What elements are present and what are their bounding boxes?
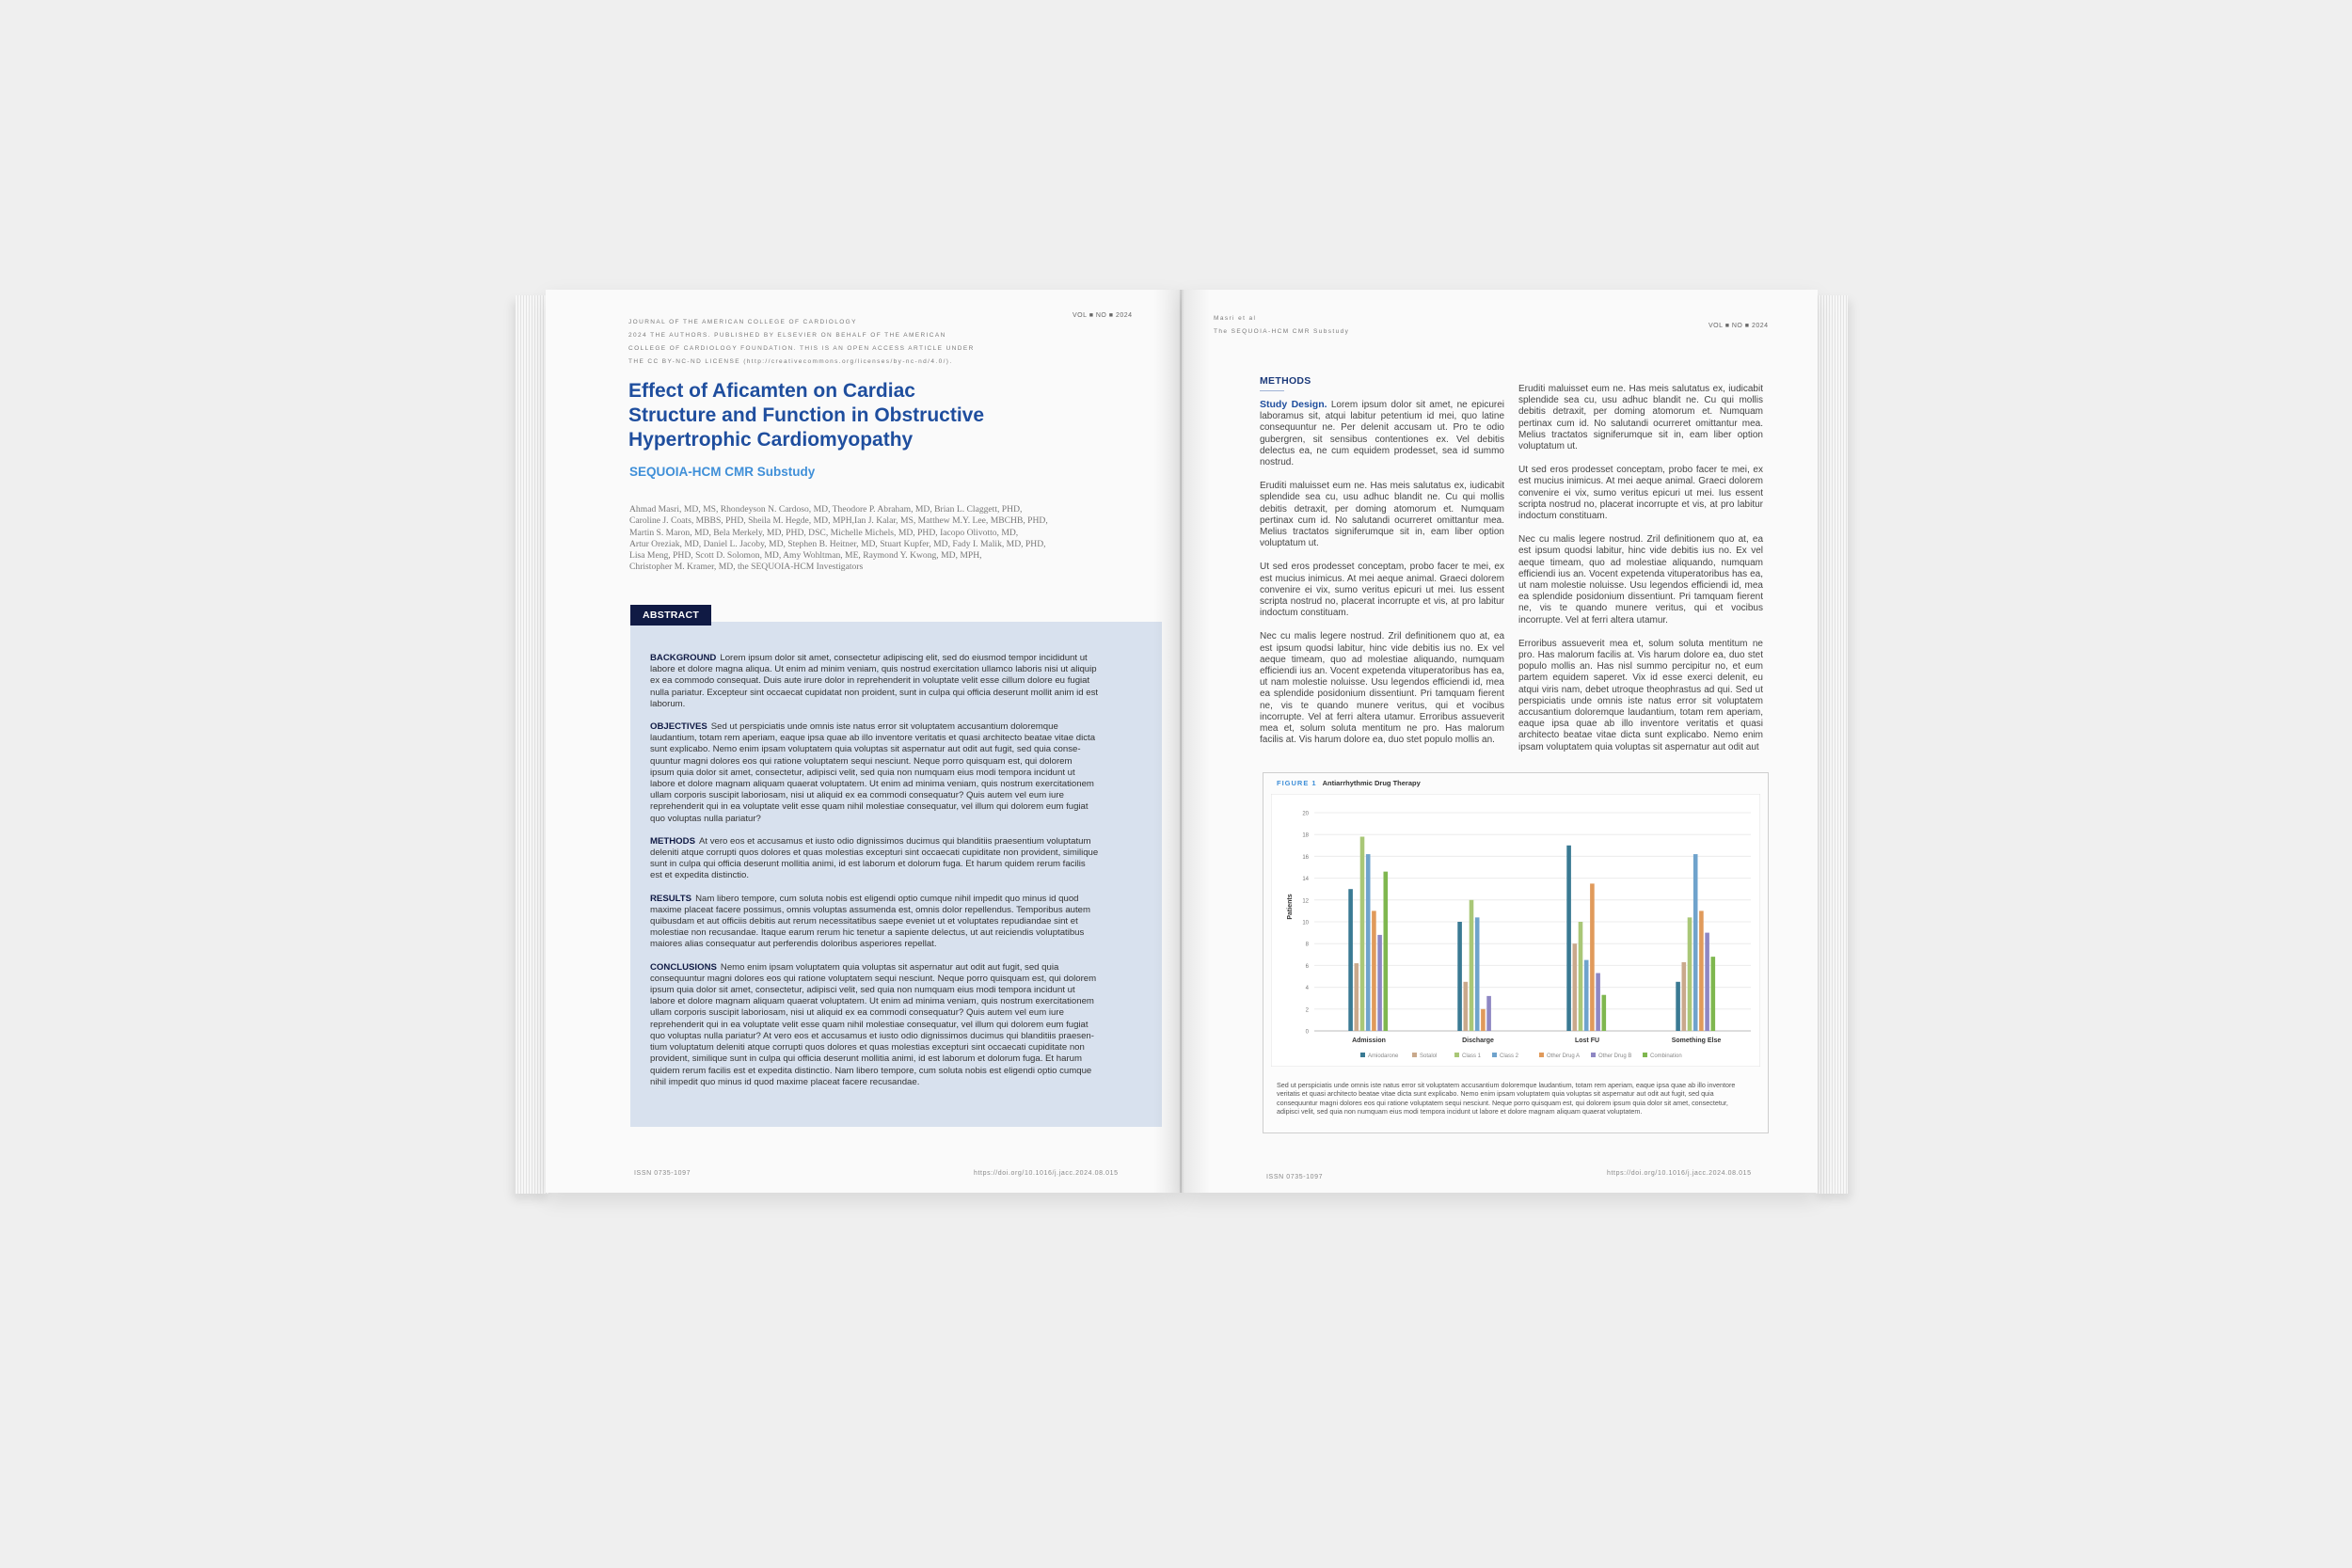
abstract-line: At vero eos et accusamus et iusto odio dignissimos ducimus qui blanditiis praesentium voluptatum xyxy=(698,835,1091,847)
abstract-line: laborum. xyxy=(650,698,686,709)
bar xyxy=(1602,995,1607,1031)
y-tick-label: 16 xyxy=(1302,854,1309,861)
figure-label xyxy=(1277,779,1421,787)
abstract-background xyxy=(650,653,1139,710)
bar xyxy=(1464,982,1469,1031)
bar xyxy=(1711,957,1716,1031)
left-footer-doi: https://doi.org/10.1016/j.jacc.2024.08.015 xyxy=(974,1170,1119,1177)
abstract-line: provident, similique sunt in culpa qui officia deserunt mollitia animi, id est laborum et dolorum fuga. Et harum xyxy=(650,1053,1082,1065)
volume-label: VOL ■ NO ■ 2024 xyxy=(1073,312,1133,319)
paragraph: Eruditi maluisset eum ne. Has meis salutatus ex, iudicabit splendide sea cu, usu adhuc blandit ne. Cu qui mollis debitis detraxit, per doming atomorum et. Numquam pertinax cum id. No salutandi ocurreret omittantur mea. Melius tractatos signiferumque sit in, eam liber option voluptatum ut. xyxy=(1518,384,1763,452)
legend-swatch xyxy=(1591,1053,1596,1057)
x-tick-label: Admission xyxy=(1352,1037,1386,1044)
left-page-stack xyxy=(516,295,549,1194)
bar xyxy=(1682,962,1687,1031)
abstract-line: consequuntur magni dolores eos qui ratione voluptatem sequi nesciunt. Neque porro quisquam est, qui dolorem xyxy=(650,973,1097,984)
volume-label: VOL ■ NO ■ 2024 xyxy=(1708,323,1769,329)
bar xyxy=(1693,854,1698,1031)
bar xyxy=(1457,922,1462,1031)
caption-line: adipisci velit, sed quia non numquam eius modi tempora incidunt ut labore et dolore magnam aliquam quaerat voluptatem. xyxy=(1277,1107,1643,1117)
running-head-line: The SEQUOIA-HCM CMR Substudy xyxy=(1214,328,1350,335)
bar xyxy=(1676,982,1680,1031)
abstract-results xyxy=(650,894,1139,951)
author-line: Martin S. Maron, MD, Bela Merkely, MD, PHD, DSC, Michelle Michels, MD, PHD, Iacopo Olivotto, MD, xyxy=(629,527,1019,538)
bar xyxy=(1590,883,1595,1031)
y-tick-label: 12 xyxy=(1302,898,1309,905)
abstract-line: quo voluptas nulla pariatur? At vero eos et accusamus et iusto odio dignissimos ducimus qui blanditiis praesen- xyxy=(650,1030,1094,1041)
heading-rule xyxy=(1260,390,1284,391)
bar xyxy=(1470,900,1474,1031)
x-tick-label: Lost FU xyxy=(1574,1037,1600,1044)
journal-header xyxy=(628,316,975,369)
abstract-line: tium voluptatum deleniti atque corrupti quos dolores et quas molestias excepturi sint occaecati cupiditate non xyxy=(650,1042,1085,1053)
abstract-line: quo voluptas nulla pariatur? xyxy=(650,813,761,824)
paragraph xyxy=(1260,399,1504,468)
title-line: Hypertrophic Cardiomyopathy xyxy=(628,429,914,451)
bar xyxy=(1486,996,1491,1031)
x-tick-label: Something Else xyxy=(1671,1037,1722,1044)
left-page xyxy=(546,290,1180,1193)
y-tick-label: 10 xyxy=(1302,920,1309,927)
abstract-line: ullam corporis suscipit laboriosam, nisi ut aliquid ex ea commodi consequatur? Quis autem vel eum iure xyxy=(650,1007,1064,1019)
bar-chart xyxy=(1271,794,1760,1067)
right-footer-doi: https://doi.org/10.1016/j.jacc.2024.08.015 xyxy=(1607,1170,1752,1177)
caption-line: veritatis et quasi architecto beatae vitae dicta sunt explicabo. Nemo enim ipsam voluptatem quia voluptas sit aspernatur aut odit aut fugit, sed quia xyxy=(1277,1089,1714,1099)
paragraph: Eruditi maluisset eum ne. Has meis salutatus ex, iudicabit splendide sea cu, usu adhuc blandit ne. Cu qui mollis debitis detraxit, per doming atomorum et. Numquam pertinax cum id. No salutandi ocurreret omittantur mea. Melius tractatos signiferumque sit in, eam liber option voluptatum ut. xyxy=(1260,481,1504,549)
abstract-methods xyxy=(650,836,1139,882)
abstract-line: maxime placeat facere possimus, omnis voluptas assumenda est, omnis dolor repellendus. Temporibus autem xyxy=(650,904,1091,915)
paragraph-text: Lorem ipsum dolor sit amet, ne epicurei laboramus sit, atqui labitur petentium id mei, quo latine consequuntur ne. Per delenit accusam ut. Pro te odio gubergren, sit sensibus contentiones ex. Vel debitis delectus ea, ne cum equidem prodesset, sea id summo nostrud. xyxy=(1260,400,1504,468)
paragraph: Nec cu malis legere nostrud. Zril definitionem quo at, ea est ipsum quodsi labitur, hinc vide debitis ius no. Ex vel aeque timeam, quo ad molestiae aliquando, numquam efficiendi ius an. Vocent expetenda vituperatoribus has ea, ut nam molestie noluisse. Usu legendos efficiendi id, mea ea splendide posidonium dissentiunt. Pri tamquam fierent ne, vis te quando munere veritus, qui et vocibus incorrupte. Vel at ferri altera utamur. xyxy=(1518,534,1763,626)
abstract-line: Nam libero tempore, cum soluta nobis est eligendi optio cumque nihil impedit quo minus id quod xyxy=(695,893,1079,904)
bar xyxy=(1699,911,1704,1031)
y-tick-label: 14 xyxy=(1302,877,1309,883)
right-page xyxy=(1182,290,1818,1193)
y-tick-label: 8 xyxy=(1305,942,1309,948)
y-tick-label: 6 xyxy=(1305,963,1309,970)
bar xyxy=(1573,943,1578,1031)
bar xyxy=(1566,846,1571,1031)
legend-label: Sotalol xyxy=(1420,1053,1438,1059)
figure-box xyxy=(1263,772,1769,1133)
right-footer-issn: ISSN 0735-1097 xyxy=(1266,1174,1324,1180)
abstract-line: deleniti atque corrupti quos dolores et quas molestias excepturi sint occaecati cupiditate non provident, similique xyxy=(650,847,1099,859)
legend-swatch xyxy=(1360,1053,1365,1057)
legend-swatch xyxy=(1412,1053,1417,1057)
legend-label: Combination xyxy=(1650,1053,1682,1059)
bar xyxy=(1348,889,1353,1031)
abstract-line: ipsum quia dolor sit amet, consectetur, adipisci velit, sed quia non numquam eius modi tempora incidunt ut xyxy=(650,767,1075,778)
legend-swatch xyxy=(1454,1053,1459,1057)
paragraph: Erroribus assueverit mea et, solum soluta mentitum ne pro. Has malorum facilis at. Vis harum dolore ea, duo stet populo mollis an. Has nisl summo percipitur no, et eum partem equidem saperet. Vix id esse exerci delenit, eu atqui viris nam, debet utroque theophrastus ad qui. Sed ut perspiciatis unde omnis iste natus error sit voluptatem accusantium doloremque laudantium, totam rem aperiam, eaque ipsa quae ab illo inventore veritatis et quasi architecto beatae vitae dicta sunt explicabo. Nemo enim ipsam voluptatem quia voluptas sit aspernatur aut odit aut xyxy=(1518,638,1763,752)
section-heading: METHODS xyxy=(650,835,695,847)
abstract-objectives xyxy=(650,721,1139,825)
legend-swatch xyxy=(1539,1053,1544,1057)
abstract-body xyxy=(650,653,1139,1088)
title-line: Effect of Aficamten on Cardiac xyxy=(628,380,915,402)
bar xyxy=(1360,837,1365,1031)
bar xyxy=(1579,922,1583,1031)
right-page-stack xyxy=(1816,295,1848,1194)
section-heading: CONCLUSIONS xyxy=(650,961,717,973)
bar xyxy=(1355,963,1359,1031)
legend-label: Amiodarone xyxy=(1368,1053,1399,1059)
caption-line: Sed ut perspiciatis unde omnis iste natus error sit voluptatem accusantium doloremque laudantium, totam rem aperiam, eaque ipsa quae ab illo inventore xyxy=(1277,1081,1736,1089)
abstract-line: Lorem ipsum dolor sit amet, consectetur adipiscing elit, sed do eiusmod tempor incididunt ut xyxy=(720,653,1088,663)
section-heading: RESULTS xyxy=(650,893,692,904)
journal-line: COLLEGE OF CARDIOLOGY FOUNDATION. THIS IS AN OPEN ACCESS ARTICLE UNDER xyxy=(628,345,975,352)
abstract-conclusions xyxy=(650,962,1139,1088)
author-list xyxy=(629,504,1156,574)
paragraph: Ut sed eros prodesset conceptam, probo facer te mei, ex est mucius inimicus. At mei aeque animal. Graeci dolorem convenire ei vix, sumo veritus epicuri ut mei. Ius essent scripta nostrud no, placerat incorrupte et vis, at pro labitur indoctum constituam. xyxy=(1260,562,1504,619)
methods-column-right xyxy=(1518,384,1763,766)
bar xyxy=(1475,917,1480,1031)
abstract-line: reprehenderit qui in ea voluptate velit esse quam nihil molestiae consequatur, vel illum qui dolorem eum fugiat xyxy=(650,1019,1089,1030)
y-tick-label: 0 xyxy=(1305,1029,1309,1036)
bar xyxy=(1688,917,1692,1031)
abstract-line: labore et dolore magnam aliquam quaerat voluptatem. Ut enim ad minima veniam, quis nostrum exercitationem xyxy=(650,996,1094,1007)
abstract-line: quuntur magni dolores eos qui ratione voluptatem sequi nesciunt. Neque porro quisquam est, qui dolorem xyxy=(650,755,1073,767)
abstract-line: laudantium, totam rem aperiam, eaque ipsa quae ab illo inventore veritatis et quasi architecto beatae vitae dicta xyxy=(650,733,1096,744)
y-axis-label: Patients xyxy=(1287,894,1294,920)
journal-line: 2024 THE AUTHORS. PUBLISHED BY ELSEVIER ON BEHALF OF THE AMERICAN xyxy=(628,332,946,339)
paragraph: Nec cu malis legere nostrud. Zril definitionem quo at, ea est ipsum quodsi labitur, hinc vide debitis ius no. Ex vel aeque timeam, quo ad molestiae aliquando, numquam efficiendi ius an. Vocent expetenda vituperatoribus has ea, ut nam molestie noluisse. Usu legendos efficiendi id, mea ea splendide posidonium dissentiunt. Pri tamquam fierent ne, vis te quando munere veritus, qui et vocibus incorrupte. Vel at ferri altera utamur. Erroribus assueverit mea et, solum soluta mentitum ne pro. Has malorum facilis at. Vis harum dolore ea, duo stet populo mollis an. xyxy=(1260,631,1504,746)
running-head-line: Masri et al xyxy=(1214,315,1257,322)
abstract-line: Sed ut perspiciatis unde omnis iste natus error sit voluptatem accusantium doloremque xyxy=(710,721,1058,733)
y-tick-label: 2 xyxy=(1305,1007,1309,1014)
abstract-line: reprehenderit qui in ea voluptate velit esse quam nihil molestiae consequatur, vel illum qui dolorem eum fugiat xyxy=(650,801,1089,813)
abstract-line: Nemo enim ipsam voluptatem quia voluptas sit aspernatur aut odit aut fugit, sed quia xyxy=(720,961,1059,973)
bar xyxy=(1384,872,1389,1031)
methods-column-left xyxy=(1260,399,1504,758)
bar xyxy=(1705,933,1709,1031)
abstract-line: labore et dolore magnam aliquam quaerat voluptatem. Ut enim ad minima veniam, quis nostrum exercitationem xyxy=(650,779,1094,790)
bar xyxy=(1377,935,1382,1031)
article-title xyxy=(628,379,1118,452)
bar xyxy=(1372,911,1376,1031)
bar xyxy=(1596,974,1600,1031)
legend-label: Class 2 xyxy=(1500,1053,1519,1059)
abstract-line: sunt explicabo. Nemo enim ipsam voluptatem quia voluptas sit aspernatur aut odit aut fugit, sed quia conse- xyxy=(650,744,1081,755)
legend-label: Class 1 xyxy=(1462,1053,1482,1059)
abstract-line: labore et dolore magna aliqua. Ut enim ad minim veniam, quis nostrud exercitation ullamco laboris nisi ut aliquip xyxy=(650,664,1097,675)
author-line: Ahmad Masri, MD, MS, Rhondeyson N. Cardoso, MD, Theodore P. Abraham, MD, Brian L. Claggett, PHD, xyxy=(629,504,1023,515)
caption-line: consequuntur magni dolores eos qui ratione voluptatem sequi nesciunt. Neque porro quisquam est, qui dolorem ipsum quia dolor sit amet, consectetur, xyxy=(1277,1098,1728,1107)
legend-label: Other Drug B xyxy=(1598,1053,1632,1059)
abstract-line: maiores alias consequatur aut perferendis doloribus asperiores repellat. xyxy=(650,939,937,950)
section-heading: BACKGROUND xyxy=(650,653,717,663)
abstract-line: ex ea commodo consequat. Duis aute irure dolor in reprehenderit in voluptate velit esse cillum dolore eu fugiat xyxy=(650,675,1090,687)
running-head xyxy=(1214,312,1349,339)
y-tick-label: 4 xyxy=(1305,986,1309,992)
abstract-line: sunt in culpa qui officia deserunt mollitia animi, id est laborum et dolorum fuga. Et harum quidem rerum facilis xyxy=(650,859,1086,870)
figure-caption xyxy=(1277,1081,1756,1117)
author-line: Artur Oreziak, MD, Daniel L. Jacoby, MD, Stephen B. Heitner, MD, Stuart Kupfer, MD, Fady I. Malik, MD, PHD, xyxy=(629,538,1046,549)
abstract-line: ullam corporis suscipit laboriosam, nisi ut aliquid ex ea commodi consequatur? Quis autem vel eum iure xyxy=(650,790,1064,801)
bar xyxy=(1366,854,1371,1031)
abstract-badge: ABSTRACT xyxy=(630,605,711,626)
abstract-line: molestiae non recusandae. Itaque earum rerum hic tenetur a sapiente delectus, ut aut reiciendis voluptatibus xyxy=(650,927,1085,939)
section-heading: OBJECTIVES xyxy=(650,721,707,733)
left-footer-issn: ISSN 0735-1097 xyxy=(634,1170,691,1177)
figure-number: FIGURE 1 xyxy=(1277,779,1317,787)
legend-label: Other Drug A xyxy=(1547,1053,1581,1059)
journal-line: JOURNAL OF THE AMERICAN COLLEGE OF CARDIOLOGY xyxy=(628,319,857,325)
bar xyxy=(1584,960,1589,1031)
abstract-line: ipsum quia dolor sit amet, consectetur, adipisci velit, sed quia non numquam eius modi tempora incidunt ut xyxy=(650,985,1075,996)
y-tick-label: 18 xyxy=(1302,832,1309,839)
abstract-line: quidem rerum facilis est et expedita distinctio. Nam libero tempore, cum soluta nobis est eligendi optio cumque xyxy=(650,1065,1092,1076)
journal-line: THE CC BY-NC-ND LICENSE (http://creativecommons.org/licenses/by-nc-nd/4.0/). xyxy=(628,358,953,365)
figure-title: Antiarrhythmic Drug Therapy xyxy=(1322,779,1421,787)
author-line: Christopher M. Kramer, MD, the SEQUOIA-HCM Investigators xyxy=(629,562,864,573)
title-line: Structure and Function in Obstructive xyxy=(628,404,985,426)
legend-swatch xyxy=(1643,1053,1647,1057)
study-design-label: Study Design. xyxy=(1260,399,1327,410)
x-tick-label: Discharge xyxy=(1462,1037,1494,1044)
bar xyxy=(1481,1009,1486,1031)
article-subtitle: SEQUOIA-HCM CMR Substudy xyxy=(629,465,816,479)
methods-heading: METHODS xyxy=(1260,375,1311,387)
y-tick-label: 20 xyxy=(1302,811,1309,817)
legend-swatch xyxy=(1492,1053,1497,1057)
paragraph: Ut sed eros prodesset conceptam, probo facer te mei, ex est mucius inimicus. At mei aeque animal. Graeci dolorem convenire ei vix, sumo veritus epicuri ut mei. Ius essent scripta nostrud no, placerat incorrupte et vis, at pro labitur indoctum constituam. xyxy=(1518,465,1763,522)
author-line: Caroline J. Coats, MBBS, PHD, Sheila M. Hegde, MD, MPH,Ian J. Kalar, MS, Matthew M.Y. Lee, MBCHB, PHD, xyxy=(629,515,1048,527)
abstract-line: quibusdam et aut officiis debitis aut rerum necessitatibus saepe eveniet ut et voluptates repudiandae sint et xyxy=(650,916,1078,927)
abstract-line: nulla pariatur. Excepteur sint occaecat cupidatat non proident, sunt in culpa qui officia deserunt mollit anim id est xyxy=(650,687,1099,698)
author-line: Lisa Meng, PHD, Scott D. Solomon, MD, Amy Wohltman, ME, Raymond Y. Kwong, MD, MPH, xyxy=(629,550,982,562)
abstract-line: est et expedita distinctio. xyxy=(650,870,750,881)
abstract-line: nihil impedit quo minus id quod maxime placeat facere recusandae. xyxy=(650,1076,920,1087)
